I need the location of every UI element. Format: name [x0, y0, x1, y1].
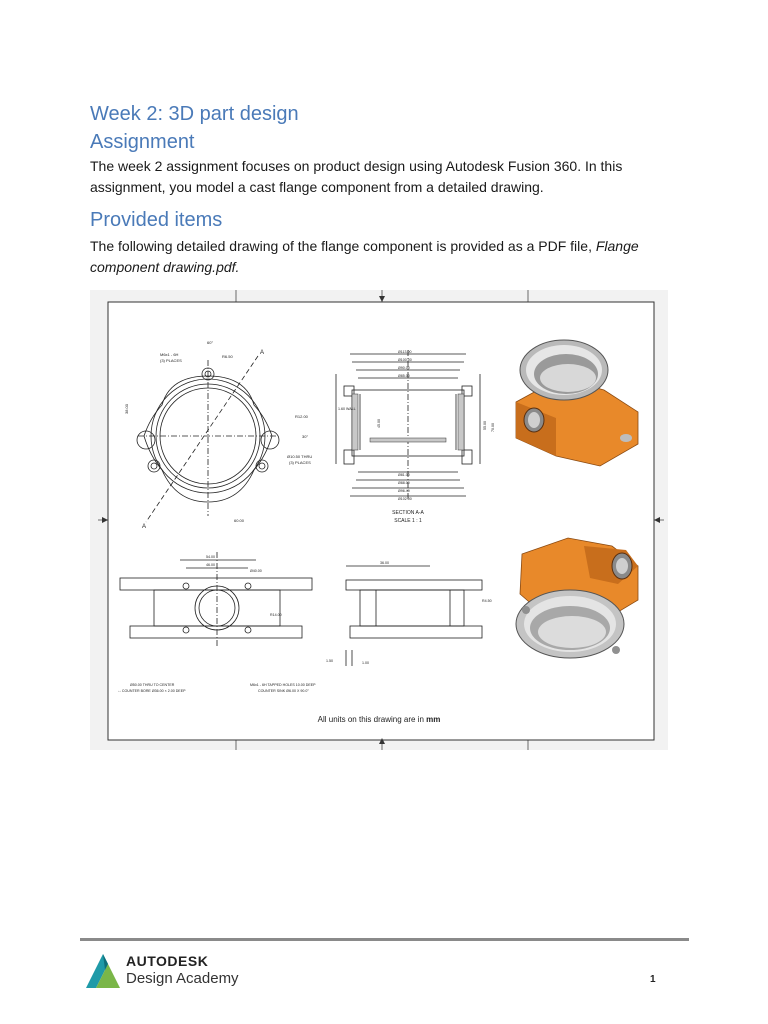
dim-3600: 36.00: [380, 561, 389, 565]
dim-5500: 55.00: [483, 421, 487, 430]
callout-3800: 38.00: [124, 403, 129, 414]
page-title: Week 2: 3D part design: [90, 103, 299, 125]
dim-d9640: Ø96.40: [398, 489, 410, 493]
callout-angle30: 30°: [302, 434, 309, 439]
dim-r450: R4.50: [482, 599, 492, 603]
units-value: mm: [426, 715, 441, 724]
dim-r1400: R14.00: [270, 613, 282, 617]
brand-autodesk: AUTODESK: [126, 953, 209, 969]
callout-m6-places: (3) PLACES: [160, 358, 182, 363]
callout-r1200: R12.00: [295, 414, 308, 419]
callout-6000: 60.00: [234, 518, 245, 523]
callout-thru-places: (3) PLACES: [289, 460, 311, 465]
footer-rule: [80, 938, 689, 941]
dim-7000: 70.00: [491, 423, 495, 432]
note-tapped: M6x1 - 6H TAPPED HOLES 10.00 DEEP: [250, 683, 316, 687]
callout-thru: Ø10.50 THRU: [287, 454, 313, 459]
scale-label: SCALE 1 : 1: [394, 518, 422, 524]
provided-items-heading: Provided items: [90, 209, 223, 231]
callout-m6: M6x1 - 6H: [160, 352, 179, 357]
section-label: SECTION A-A: [392, 510, 424, 516]
dim-d10000: Ø100.00: [398, 358, 412, 362]
dim-4500: 45.00: [377, 419, 381, 428]
dim-d4000: Ø40.00: [250, 569, 262, 573]
note-counter-bore: ⌴ COUNTER BORE Ø36.00 × 2.00 DEEP: [118, 689, 186, 693]
intro-paragraph: The week 2 assignment focuses on product design using Autodesk Fusion 360. In this assignment, you model a cast flange component from a detailed drawing.: [90, 158, 623, 195]
dim-wall: 1.60 WALL: [338, 407, 356, 411]
dim-d8500: Ø85.00: [398, 374, 410, 378]
page-number: 1: [650, 974, 656, 985]
dim-150: 1.50: [326, 659, 333, 663]
autodesk-logo-icon: [84, 952, 122, 990]
provided-text: The following detailed drawing of the flange component is provided as a PDF file,: [90, 238, 596, 254]
dim-d8100: Ø81.00: [398, 473, 410, 477]
callout-r650: R6.50: [222, 354, 233, 359]
dim-d8800: Ø88.00: [398, 481, 410, 485]
dim-4600: 46.00: [206, 563, 215, 567]
dim-d11300: Ø113.00: [398, 350, 412, 354]
drawing-filename: Flange component drawing.pdf.: [90, 238, 639, 275]
dim-d10200: Ø102.00: [398, 497, 412, 501]
note-counter-sink: COUNTER SINK Ø6.00 X 90.0°: [258, 689, 309, 693]
note-thru-center: Ø50.00 THRU TO CENTER: [130, 683, 175, 687]
dim-100: 1.00: [362, 661, 369, 665]
units-note: All units on this drawing are in mm: [317, 715, 441, 724]
flange-drawing: [90, 290, 668, 750]
assignment-heading: Assignment: [90, 131, 195, 153]
drawing-svg: [90, 290, 668, 750]
brand-design-academy: Design Academy: [126, 970, 239, 987]
callout-angle60: 60°: [207, 340, 214, 345]
dim-5400: 54.00: [206, 555, 215, 559]
label-a-bottom: A: [142, 524, 147, 530]
label-a-top: A: [260, 350, 265, 356]
provided-paragraph: [90, 236, 670, 278]
dim-d9000: Ø90.00: [398, 366, 410, 370]
